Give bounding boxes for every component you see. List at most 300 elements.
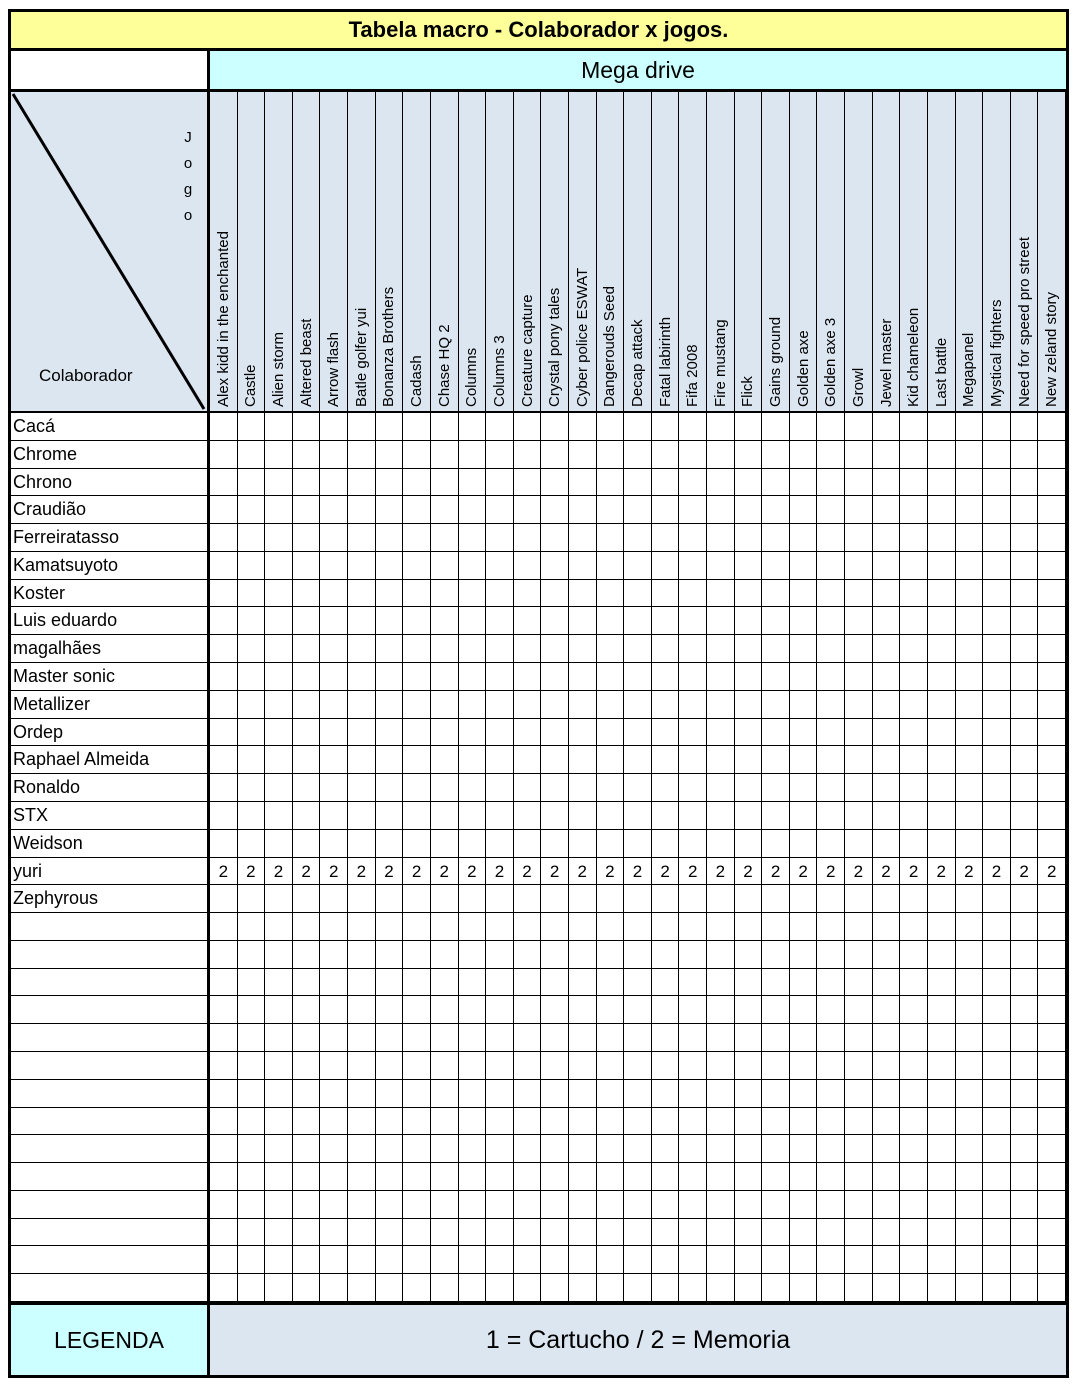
grid-cell[interactable] <box>707 774 735 801</box>
grid-cell[interactable] <box>210 580 238 607</box>
grid-cell[interactable] <box>762 802 790 829</box>
grid-cell[interactable] <box>817 1191 845 1218</box>
grid-cell[interactable] <box>624 552 652 579</box>
grid-cell[interactable] <box>707 746 735 773</box>
grid-cell[interactable] <box>265 1219 293 1246</box>
grid-cell[interactable] <box>293 635 321 662</box>
grid-cell[interactable] <box>873 552 901 579</box>
grid-cell[interactable] <box>293 1219 321 1246</box>
grid-cell[interactable] <box>790 580 818 607</box>
grid-cell[interactable] <box>707 691 735 718</box>
grid-cell[interactable] <box>238 774 266 801</box>
grid-cell[interactable] <box>707 913 735 940</box>
grid-cell[interactable] <box>403 969 431 996</box>
grid-cell[interactable] <box>210 1274 238 1301</box>
grid-cell[interactable]: 2 <box>265 858 293 885</box>
grid-cell[interactable] <box>238 663 266 690</box>
grid-cell[interactable] <box>514 830 542 857</box>
grid-cell[interactable] <box>873 469 901 496</box>
grid-cell[interactable] <box>652 1024 680 1051</box>
grid-cell[interactable] <box>431 1246 459 1273</box>
grid-cell[interactable] <box>1011 1108 1039 1135</box>
grid-cell[interactable] <box>431 1108 459 1135</box>
grid-cell[interactable] <box>238 413 266 440</box>
grid-cell[interactable] <box>403 635 431 662</box>
grid-cell[interactable] <box>541 1052 569 1079</box>
grid-cell[interactable] <box>486 885 514 912</box>
grid-cell[interactable] <box>983 635 1011 662</box>
grid-cell[interactable] <box>320 1191 348 1218</box>
grid-cell[interactable] <box>1011 1024 1039 1051</box>
grid-cell[interactable] <box>624 830 652 857</box>
grid-cell[interactable] <box>320 1135 348 1162</box>
grid-cell[interactable] <box>817 1246 845 1273</box>
grid-cell[interactable] <box>1038 1135 1066 1162</box>
grid-cell[interactable] <box>707 969 735 996</box>
grid-cell[interactable] <box>569 941 597 968</box>
grid-cell[interactable] <box>348 663 376 690</box>
grid-cell[interactable] <box>541 691 569 718</box>
grid-cell[interactable] <box>928 635 956 662</box>
grid-cell[interactable] <box>431 746 459 773</box>
grid-cell[interactable] <box>1011 969 1039 996</box>
grid-cell[interactable] <box>679 830 707 857</box>
grid-cell[interactable] <box>817 885 845 912</box>
grid-cell[interactable] <box>900 1135 928 1162</box>
grid-cell[interactable] <box>514 969 542 996</box>
grid-cell[interactable] <box>817 524 845 551</box>
grid-cell[interactable] <box>293 1274 321 1301</box>
grid-cell[interactable] <box>735 635 763 662</box>
grid-cell[interactable] <box>652 496 680 523</box>
grid-cell[interactable] <box>956 663 984 690</box>
grid-cell[interactable]: 2 <box>956 858 984 885</box>
grid-cell[interactable] <box>348 1274 376 1301</box>
grid-cell[interactable] <box>541 1135 569 1162</box>
grid-cell[interactable] <box>707 607 735 634</box>
grid-cell[interactable] <box>541 1163 569 1190</box>
grid-cell[interactable] <box>541 441 569 468</box>
grid-cell[interactable] <box>1011 1052 1039 1079</box>
grid-cell[interactable] <box>265 441 293 468</box>
grid-cell[interactable] <box>845 802 873 829</box>
grid-cell[interactable] <box>790 607 818 634</box>
grid-cell[interactable] <box>320 1024 348 1051</box>
grid-cell[interactable] <box>459 969 487 996</box>
grid-cell[interactable] <box>348 1163 376 1190</box>
grid-cell[interactable] <box>900 830 928 857</box>
grid-cell[interactable] <box>652 469 680 496</box>
grid-cell[interactable] <box>293 413 321 440</box>
grid-cell[interactable] <box>403 1052 431 1079</box>
grid-cell[interactable] <box>845 552 873 579</box>
grid-cell[interactable]: 2 <box>431 858 459 885</box>
grid-cell[interactable] <box>679 607 707 634</box>
grid-cell[interactable] <box>873 719 901 746</box>
grid-cell[interactable] <box>983 941 1011 968</box>
grid-cell[interactable] <box>541 1219 569 1246</box>
grid-cell[interactable] <box>762 996 790 1023</box>
grid-cell[interactable] <box>320 885 348 912</box>
grid-cell[interactable] <box>956 885 984 912</box>
grid-cell[interactable] <box>597 941 625 968</box>
grid-cell[interactable] <box>238 885 266 912</box>
grid-cell[interactable] <box>210 496 238 523</box>
grid-cell[interactable] <box>1038 1191 1066 1218</box>
grid-cell[interactable] <box>514 1219 542 1246</box>
grid-cell[interactable] <box>762 441 790 468</box>
grid-cell[interactable] <box>238 496 266 523</box>
grid-cell[interactable] <box>210 1108 238 1135</box>
grid-cell[interactable] <box>652 941 680 968</box>
grid-cell[interactable] <box>431 1163 459 1190</box>
grid-cell[interactable] <box>679 1191 707 1218</box>
grid-cell[interactable] <box>762 1191 790 1218</box>
grid-cell[interactable] <box>486 969 514 996</box>
grid-cell[interactable] <box>679 774 707 801</box>
grid-cell[interactable] <box>459 1080 487 1107</box>
grid-cell[interactable] <box>679 746 707 773</box>
grid-cell[interactable] <box>624 691 652 718</box>
grid-cell[interactable] <box>569 607 597 634</box>
grid-cell[interactable] <box>541 635 569 662</box>
grid-cell[interactable] <box>707 635 735 662</box>
grid-cell[interactable] <box>293 1024 321 1051</box>
grid-cell[interactable] <box>735 941 763 968</box>
grid-cell[interactable]: 2 <box>459 858 487 885</box>
grid-cell[interactable] <box>376 496 404 523</box>
grid-cell[interactable]: 2 <box>900 858 928 885</box>
grid-cell[interactable]: 2 <box>845 858 873 885</box>
grid-cell[interactable] <box>320 941 348 968</box>
grid-cell[interactable] <box>735 441 763 468</box>
grid-cell[interactable] <box>238 1274 266 1301</box>
grid-cell[interactable] <box>403 1163 431 1190</box>
grid-cell[interactable] <box>431 802 459 829</box>
grid-cell[interactable] <box>238 1024 266 1051</box>
grid-cell[interactable] <box>569 1024 597 1051</box>
grid-cell[interactable] <box>735 663 763 690</box>
grid-cell[interactable] <box>486 552 514 579</box>
grid-cell[interactable] <box>376 413 404 440</box>
grid-cell[interactable] <box>900 635 928 662</box>
grid-cell[interactable] <box>624 441 652 468</box>
grid-cell[interactable] <box>735 969 763 996</box>
grid-cell[interactable] <box>293 996 321 1023</box>
grid-cell[interactable] <box>790 413 818 440</box>
grid-cell[interactable] <box>320 1163 348 1190</box>
grid-cell[interactable] <box>845 1274 873 1301</box>
grid-cell[interactable] <box>679 496 707 523</box>
grid-cell[interactable] <box>459 802 487 829</box>
grid-cell[interactable] <box>845 1024 873 1051</box>
grid-cell[interactable] <box>459 580 487 607</box>
grid-cell[interactable] <box>1011 524 1039 551</box>
grid-cell[interactable] <box>597 1108 625 1135</box>
grid-cell[interactable] <box>459 941 487 968</box>
grid-cell[interactable] <box>348 1135 376 1162</box>
grid-cell[interactable] <box>238 1108 266 1135</box>
grid-cell[interactable] <box>320 524 348 551</box>
grid-cell[interactable] <box>735 691 763 718</box>
grid-cell[interactable] <box>431 1080 459 1107</box>
grid-cell[interactable] <box>597 580 625 607</box>
grid-cell[interactable] <box>459 441 487 468</box>
grid-cell[interactable] <box>320 830 348 857</box>
grid-cell[interactable] <box>403 580 431 607</box>
grid-cell[interactable] <box>210 663 238 690</box>
grid-cell[interactable] <box>790 441 818 468</box>
grid-cell[interactable] <box>707 524 735 551</box>
grid-cell[interactable]: 2 <box>928 858 956 885</box>
grid-cell[interactable] <box>210 885 238 912</box>
grid-cell[interactable] <box>900 1052 928 1079</box>
grid-cell[interactable] <box>210 635 238 662</box>
grid-cell[interactable] <box>348 913 376 940</box>
grid-cell[interactable] <box>956 996 984 1023</box>
grid-cell[interactable] <box>817 1024 845 1051</box>
grid-cell[interactable] <box>900 1108 928 1135</box>
grid-cell[interactable] <box>376 607 404 634</box>
grid-cell[interactable] <box>238 746 266 773</box>
grid-cell[interactable] <box>624 1080 652 1107</box>
grid-cell[interactable] <box>679 1246 707 1273</box>
grid-cell[interactable] <box>1038 996 1066 1023</box>
grid-cell[interactable] <box>514 885 542 912</box>
grid-cell[interactable] <box>983 496 1011 523</box>
grid-cell[interactable] <box>873 1108 901 1135</box>
grid-cell[interactable] <box>431 441 459 468</box>
grid-cell[interactable] <box>293 441 321 468</box>
grid-cell[interactable] <box>845 1163 873 1190</box>
grid-cell[interactable] <box>238 913 266 940</box>
grid-cell[interactable] <box>431 830 459 857</box>
grid-cell[interactable] <box>431 1274 459 1301</box>
grid-cell[interactable] <box>1011 885 1039 912</box>
grid-cell[interactable] <box>514 552 542 579</box>
grid-cell[interactable] <box>431 524 459 551</box>
grid-cell[interactable] <box>293 1052 321 1079</box>
grid-cell[interactable] <box>403 413 431 440</box>
grid-cell[interactable] <box>238 1219 266 1246</box>
grid-cell[interactable] <box>514 941 542 968</box>
grid-cell[interactable] <box>679 635 707 662</box>
grid-cell[interactable] <box>1038 1108 1066 1135</box>
grid-cell[interactable]: 2 <box>735 858 763 885</box>
grid-cell[interactable] <box>403 913 431 940</box>
grid-cell[interactable] <box>983 1274 1011 1301</box>
grid-cell[interactable] <box>956 746 984 773</box>
grid-cell[interactable] <box>735 802 763 829</box>
grid-cell[interactable] <box>597 441 625 468</box>
grid-cell[interactable]: 2 <box>320 858 348 885</box>
grid-cell[interactable] <box>376 1219 404 1246</box>
grid-cell[interactable] <box>210 524 238 551</box>
grid-cell[interactable] <box>652 607 680 634</box>
grid-cell[interactable] <box>790 996 818 1023</box>
grid-cell[interactable] <box>928 607 956 634</box>
grid-cell[interactable] <box>1038 1246 1066 1273</box>
grid-cell[interactable] <box>928 496 956 523</box>
grid-cell[interactable] <box>1011 496 1039 523</box>
grid-cell[interactable] <box>624 969 652 996</box>
grid-cell[interactable] <box>376 1080 404 1107</box>
grid-cell[interactable] <box>403 1219 431 1246</box>
grid-cell[interactable] <box>486 1191 514 1218</box>
grid-cell[interactable] <box>735 580 763 607</box>
grid-cell[interactable] <box>348 552 376 579</box>
grid-cell[interactable] <box>597 691 625 718</box>
grid-cell[interactable] <box>817 441 845 468</box>
grid-cell[interactable] <box>431 913 459 940</box>
grid-cell[interactable] <box>541 996 569 1023</box>
grid-cell[interactable] <box>624 607 652 634</box>
grid-cell[interactable] <box>735 1191 763 1218</box>
grid-cell[interactable] <box>928 1246 956 1273</box>
grid-cell[interactable] <box>845 496 873 523</box>
grid-cell[interactable] <box>652 1163 680 1190</box>
grid-cell[interactable] <box>348 746 376 773</box>
grid-cell[interactable] <box>293 1108 321 1135</box>
grid-cell[interactable] <box>900 552 928 579</box>
grid-cell[interactable] <box>817 941 845 968</box>
grid-cell[interactable] <box>569 552 597 579</box>
grid-cell[interactable] <box>431 663 459 690</box>
grid-cell[interactable] <box>845 913 873 940</box>
grid-cell[interactable] <box>956 524 984 551</box>
grid-cell[interactable] <box>376 1246 404 1273</box>
grid-cell[interactable] <box>569 1274 597 1301</box>
grid-cell[interactable] <box>679 1052 707 1079</box>
grid-cell[interactable] <box>348 413 376 440</box>
grid-cell[interactable] <box>1011 607 1039 634</box>
grid-cell[interactable] <box>597 802 625 829</box>
grid-cell[interactable] <box>1011 1080 1039 1107</box>
grid-cell[interactable] <box>569 830 597 857</box>
grid-cell[interactable] <box>486 469 514 496</box>
grid-cell[interactable] <box>541 607 569 634</box>
grid-cell[interactable] <box>762 774 790 801</box>
grid-cell[interactable] <box>210 441 238 468</box>
grid-cell[interactable] <box>1011 996 1039 1023</box>
grid-cell[interactable] <box>707 1219 735 1246</box>
grid-cell[interactable] <box>956 774 984 801</box>
grid-cell[interactable] <box>679 413 707 440</box>
grid-cell[interactable] <box>900 469 928 496</box>
grid-cell[interactable] <box>1011 469 1039 496</box>
grid-cell[interactable] <box>1038 496 1066 523</box>
grid-cell[interactable] <box>431 774 459 801</box>
grid-cell[interactable] <box>431 635 459 662</box>
grid-cell[interactable] <box>762 524 790 551</box>
grid-cell[interactable] <box>762 552 790 579</box>
grid-cell[interactable] <box>376 1024 404 1051</box>
grid-cell[interactable] <box>403 774 431 801</box>
grid-cell[interactable] <box>597 774 625 801</box>
grid-cell[interactable] <box>403 607 431 634</box>
grid-cell[interactable] <box>459 635 487 662</box>
grid-cell[interactable]: 2 <box>376 858 404 885</box>
grid-cell[interactable] <box>459 607 487 634</box>
grid-cell[interactable] <box>790 552 818 579</box>
grid-cell[interactable] <box>541 969 569 996</box>
grid-cell[interactable] <box>320 969 348 996</box>
grid-cell[interactable] <box>790 635 818 662</box>
grid-cell[interactable] <box>900 1274 928 1301</box>
grid-cell[interactable] <box>983 691 1011 718</box>
grid-cell[interactable] <box>486 1135 514 1162</box>
grid-cell[interactable] <box>569 524 597 551</box>
grid-cell[interactable] <box>431 552 459 579</box>
grid-cell[interactable] <box>956 469 984 496</box>
grid-cell[interactable] <box>265 1274 293 1301</box>
grid-cell[interactable] <box>431 607 459 634</box>
grid-cell[interactable] <box>1011 830 1039 857</box>
grid-cell[interactable] <box>900 885 928 912</box>
grid-cell[interactable] <box>210 802 238 829</box>
grid-cell[interactable] <box>900 691 928 718</box>
grid-cell[interactable] <box>238 691 266 718</box>
grid-cell[interactable] <box>624 996 652 1023</box>
grid-cell[interactable] <box>873 635 901 662</box>
grid-cell[interactable] <box>679 1135 707 1162</box>
grid-cell[interactable] <box>735 1024 763 1051</box>
grid-cell[interactable] <box>817 691 845 718</box>
grid-cell[interactable] <box>652 1080 680 1107</box>
grid-cell[interactable] <box>845 441 873 468</box>
grid-cell[interactable] <box>486 1108 514 1135</box>
grid-cell[interactable] <box>459 1191 487 1218</box>
grid-cell[interactable] <box>624 1219 652 1246</box>
grid-cell[interactable] <box>597 663 625 690</box>
grid-cell[interactable] <box>928 1135 956 1162</box>
grid-cell[interactable] <box>514 1191 542 1218</box>
grid-cell[interactable] <box>1038 663 1066 690</box>
grid-cell[interactable] <box>1011 635 1039 662</box>
grid-cell[interactable] <box>320 996 348 1023</box>
grid-cell[interactable] <box>790 802 818 829</box>
grid-cell[interactable] <box>790 885 818 912</box>
grid-cell[interactable] <box>431 996 459 1023</box>
grid-cell[interactable] <box>486 1219 514 1246</box>
grid-cell[interactable] <box>541 941 569 968</box>
grid-cell[interactable] <box>265 1108 293 1135</box>
grid-cell[interactable] <box>348 1052 376 1079</box>
grid-cell[interactable] <box>956 691 984 718</box>
grid-cell[interactable] <box>983 719 1011 746</box>
grid-cell[interactable] <box>679 885 707 912</box>
grid-cell[interactable] <box>569 1163 597 1190</box>
grid-cell[interactable] <box>376 774 404 801</box>
grid-cell[interactable] <box>514 1052 542 1079</box>
grid-cell[interactable] <box>983 969 1011 996</box>
grid-cell[interactable] <box>762 1274 790 1301</box>
grid-cell[interactable] <box>735 885 763 912</box>
grid-cell[interactable] <box>265 469 293 496</box>
grid-cell[interactable] <box>514 996 542 1023</box>
grid-cell[interactable] <box>486 1246 514 1273</box>
grid-cell[interactable] <box>652 996 680 1023</box>
grid-cell[interactable] <box>1038 524 1066 551</box>
grid-cell[interactable] <box>238 607 266 634</box>
grid-cell[interactable] <box>376 663 404 690</box>
grid-cell[interactable] <box>293 607 321 634</box>
grid-cell[interactable] <box>210 1080 238 1107</box>
grid-cell[interactable] <box>956 607 984 634</box>
grid-cell[interactable] <box>459 1024 487 1051</box>
grid-cell[interactable] <box>569 1108 597 1135</box>
grid-cell[interactable]: 2 <box>293 858 321 885</box>
